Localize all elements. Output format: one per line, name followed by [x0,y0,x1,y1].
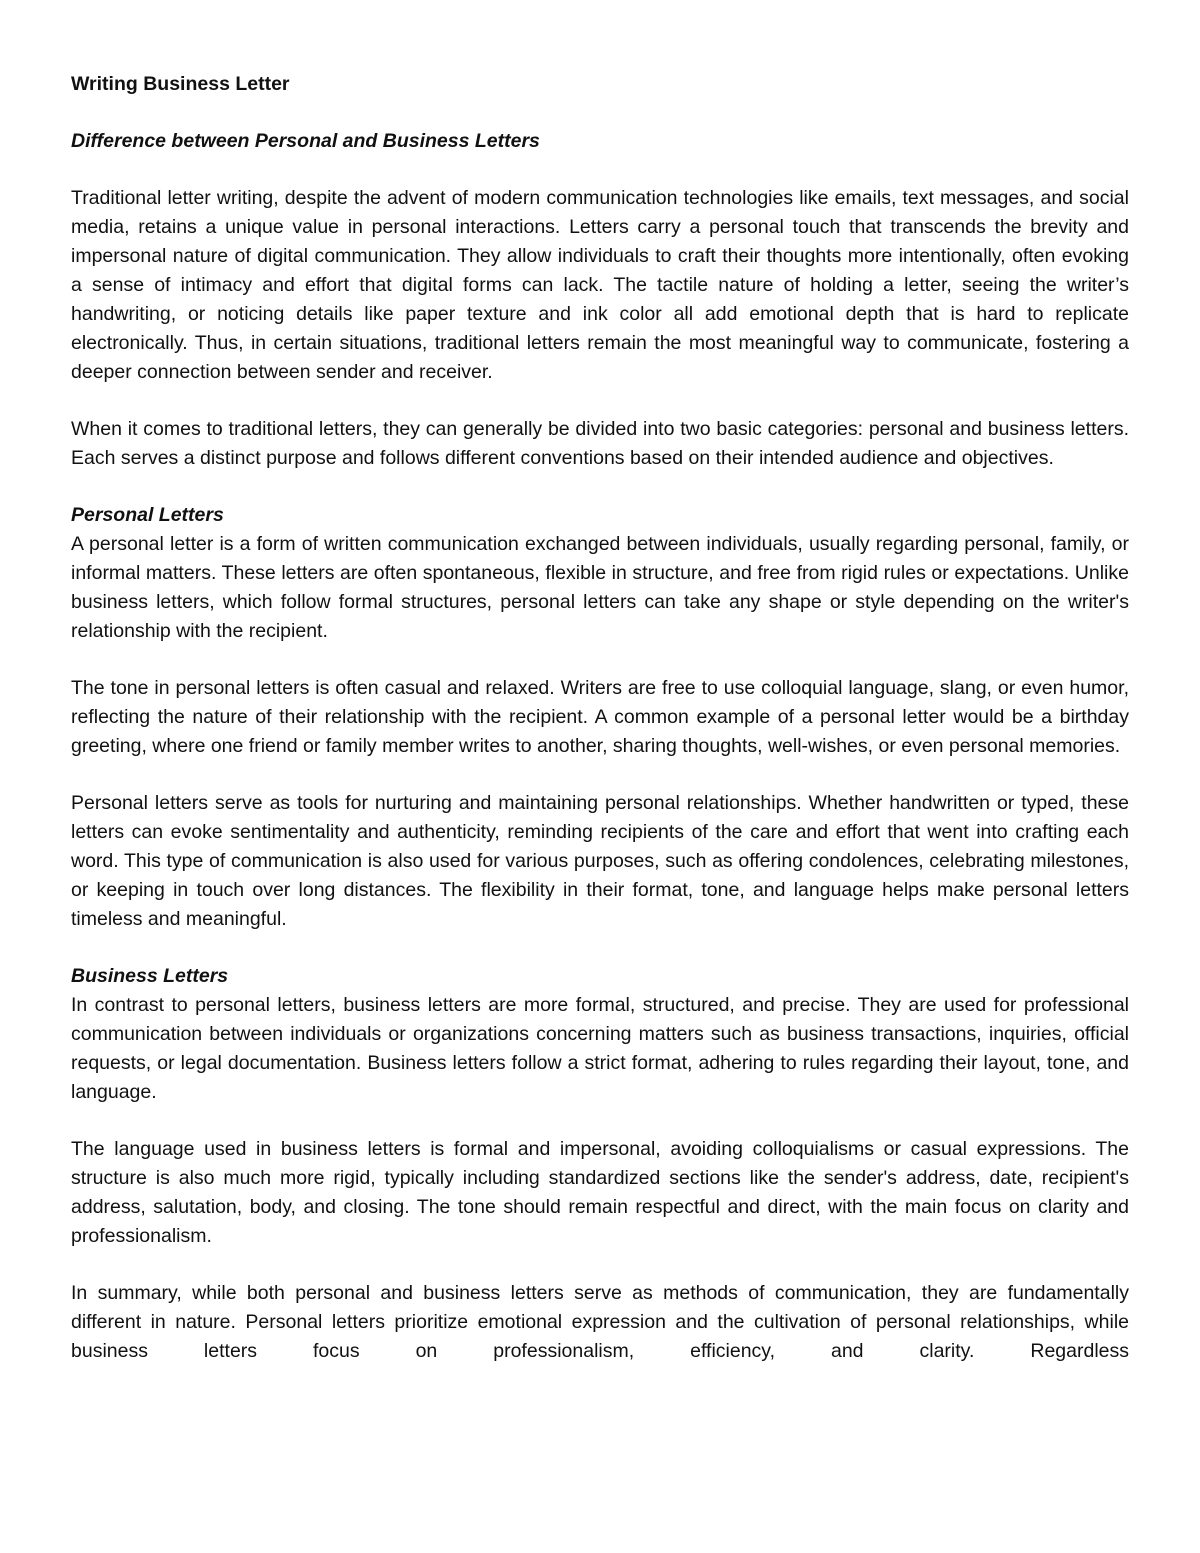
business-paragraph: In contrast to personal letters, business letters are more formal, structured, and precise. They are used for professional communication between individuals or organizations concerning matters such as business transactions, inquiries, official requests, or legal documentation. Business letters follow a strict format, adhering to rules regarding their layout, tone, and language. [71,994,1129,1103]
intro-paragraph: When it comes to traditional letters, they can generally be divided into two basic categories: personal and business letters. Each serves a distinct purpose and follows different conventions based on their intended audience and objectives. [71,418,1129,469]
document-page [71,70,1129,1366]
personal-paragraph: The tone in personal letters is often casual and relaxed. Writers are free to use colloquial language, slang, or even humor, reflecting the nature of their relationship with the recipient. A common example of a personal letter would be a birthday greeting, where one friend or family member writes to another, sharing thoughts, well-wishes, or even personal memories. [71,677,1129,757]
document-title: Writing Business Letter [71,73,290,95]
business-paragraph: The language used in business letters is formal and impersonal, avoiding colloquialisms or casual expressions. The structure is also much more rigid, typically including standardized sections like the sender's address, date, recipient's address, salutation, body, and closing. The tone should remain respectful and direct, with the main focus on clarity and professionalism. [71,1138,1129,1247]
document-subtitle: Difference between Personal and Business Letters [71,130,540,152]
personal-paragraph: A personal letter is a form of written communication exchanged between individuals, usually regarding personal, family, or informal matters. These letters are often spontaneous, flexible in structure, and free from rigid rules or expectations. Unlike business letters, which follow formal structures, personal letters can take any shape or style depending on the writer's relationship with the recipient. [71,533,1129,642]
business-letters-heading: Business Letters [71,965,229,987]
personal-paragraph: Personal letters serve as tools for nurturing and maintaining personal relationships. Whether handwritten or typed, these letters can evoke sentimentality and authenticity, reminding recipients of the care and effort that went into crafting each word. This type of communication is also used for various purposes, such as offering condolences, celebrating milestones, or keeping in touch over long distances. The flexibility in their format, tone, and language helps make personal letters timeless and meaningful. [71,792,1129,930]
personal-letters-heading: Personal Letters [71,504,224,526]
summary-paragraph: In summary, while both personal and business letters serve as methods of communication, they are fundamentally different in nature. Personal letters prioritize emotional expression and the cultivation of personal relationships, while business letters focus on professionalism, efficiency, and clarity. Regardless [71,1282,1129,1362]
intro-paragraph: Traditional letter writing, despite the advent of modern communication technologies like emails, text messages, and social media, retains a unique value in personal interactions. Letters carry a personal touch that transcends the brevity and impersonal nature of digital communication. They allow individuals to craft their thoughts more intentionally, often evoking a sense of intimacy and effort that digital forms can lack. The tactile nature of holding a letter, seeing the writer’s handwriting, or noticing details like paper texture and ink color all add emotional depth that is hard to replicate electronically. Thus, in certain situations, traditional letters remain the most meaningful way to communicate, fostering a deeper connection between sender and receiver. [71,187,1129,383]
